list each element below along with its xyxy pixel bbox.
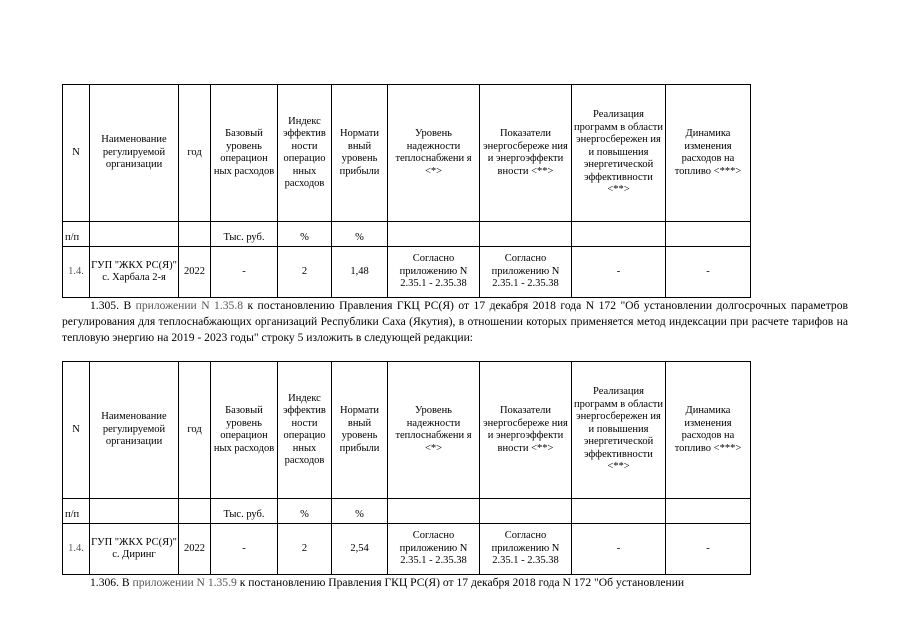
unit-empty (179, 499, 211, 524)
header-n: N (63, 362, 90, 499)
appendix-link[interactable]: приложении N 1.35.8 (135, 299, 244, 312)
unit-empty (572, 499, 666, 524)
unit-empty (388, 222, 480, 247)
header-reliability: Уровень надежности теплоснабжени я <*> (388, 85, 480, 222)
header-energy-saving: Показатели энергосбереже ния и энергоэффекти вности <**> (480, 362, 572, 499)
table-header-row (63, 362, 751, 499)
header-efficiency-index: Индекс эффектив ности операцио нных расходов (278, 362, 332, 499)
header-reliability: Уровень надежности теплоснабжени я <*> (388, 362, 480, 499)
header-fuel-dynamics: Динамика изменения расходов на топливо <***> (666, 362, 751, 499)
table-header-row (63, 85, 751, 222)
unit-empty (666, 222, 751, 247)
row-reliability: Согласно приложению N 2.35.1 - 2.35.38 (388, 247, 480, 298)
row-reliability: Согласно приложению N 2.35.1 - 2.35.38 (388, 524, 480, 575)
row-year: 2022 (179, 524, 211, 575)
appendix-link[interactable]: приложении N 1.35.9 (132, 576, 237, 589)
paragraph-text: к постановлению Правления ГКЦ РС(Я) от 17 декабря 2018 года N 172 "Об установлении долгосрочных параметров регулирования для теплоснабжающих организаций Республики Саха (Якутия), в отношении которых применяется метод индексации при расчете тарифов на тепловую энергию на 2019 - 2023 годы" строку 5 изложить в следующей редакции: (62, 299, 848, 344)
unit-norm: % (332, 499, 388, 524)
row-normative-profit: 1,48 (332, 247, 388, 298)
row-fuel-dynamics: - (666, 524, 751, 575)
table-row (63, 524, 751, 575)
row-base-costs: - (211, 524, 278, 575)
header-year: год (179, 85, 211, 222)
header-energy-saving: Показатели энергосбереже ния и энергоэффекти вности <**> (480, 85, 572, 222)
row-programs: - (572, 524, 666, 575)
unit-np: п/п (63, 222, 90, 247)
paragraph-text: к постановлению Правления ГКЦ РС(Я) от 17 декабря 2018 года N 172 "Об установлении (239, 576, 685, 589)
unit-base: Тыс. руб. (211, 222, 278, 247)
unit-empty (480, 499, 572, 524)
paragraph-1-305: 1.305. В приложении N 1.35.8 к постановлению Правления ГКЦ РС(Я) от 17 декабря 2018 года N 172 "Об установлении долгосрочных параметров регулирования для теплоснабжающих организаций Республики Саха (Якутия), в отношении которых применяется метод индексации при расчете тарифов на тепловую энергию на 2019 - 2023 годы" строку 5 изложить в следующей редакции: (62, 299, 848, 344)
row-year: 2022 (179, 247, 211, 298)
paragraph-number: 1.306. (90, 576, 119, 589)
unit-empty (572, 222, 666, 247)
row-efficiency-index: 2 (278, 247, 332, 298)
unit-empty (480, 222, 572, 247)
unit-index: % (278, 499, 332, 524)
unit-index: % (278, 222, 332, 247)
unit-empty (388, 499, 480, 524)
parameters-table-1 (62, 84, 751, 298)
table-row (63, 247, 751, 298)
header-base-costs: Базовый уровень операцион ных расходов (211, 85, 278, 222)
row-org-name: ГУП "ЖКХ РС(Я)" с. Харбала 2-я (90, 247, 179, 298)
header-org-name: Наименование регулируемой организации (90, 362, 179, 499)
row-org-name: ГУП "ЖКХ РС(Я)" с. Диринг (90, 524, 179, 575)
row-normative-profit: 2,54 (332, 524, 388, 575)
paragraph-1-306: 1.306. В приложении N 1.35.9 к постановлению Правления ГКЦ РС(Я) от 17 декабря 2018 года N 172 "Об установлении (90, 576, 685, 589)
paragraph-number: 1.305. (90, 299, 119, 312)
table-units-row (63, 499, 751, 524)
header-efficiency-index: Индекс эффектив ности операцио нных расходов (278, 85, 332, 222)
header-base-costs: Базовый уровень операцион ных расходов (211, 362, 278, 499)
unit-np: п/п (63, 499, 90, 524)
header-org-name: Наименование регулируемой организации (90, 85, 179, 222)
row-energy-saving: Согласно приложению N 2.35.1 - 2.35.38 (480, 247, 572, 298)
unit-norm: % (332, 222, 388, 247)
row-base-costs: - (211, 247, 278, 298)
header-n: N (63, 85, 90, 222)
header-programs: Реализация программ в области энергосбережен ия и повышения энергетической эффективности <**> (572, 85, 666, 222)
unit-empty (179, 222, 211, 247)
row-fuel-dynamics: - (666, 247, 751, 298)
row-number: 1.4. (63, 247, 90, 298)
row-efficiency-index: 2 (278, 524, 332, 575)
row-number: 1.4. (63, 524, 90, 575)
header-normative-profit: Нормати вный уровень прибыли (332, 85, 388, 222)
unit-empty (90, 222, 179, 247)
table-units-row (63, 222, 751, 247)
unit-base: Тыс. руб. (211, 499, 278, 524)
unit-empty (666, 499, 751, 524)
unit-empty (90, 499, 179, 524)
parameters-table-2 (62, 361, 751, 575)
row-programs: - (572, 247, 666, 298)
header-fuel-dynamics: Динамика изменения расходов на топливо <***> (666, 85, 751, 222)
row-energy-saving: Согласно приложению N 2.35.1 - 2.35.38 (480, 524, 572, 575)
header-normative-profit: Нормати вный уровень прибыли (332, 362, 388, 499)
header-programs: Реализация программ в области энергосбережен ия и повышения энергетической эффективности <**> (572, 362, 666, 499)
header-year: год (179, 362, 211, 499)
